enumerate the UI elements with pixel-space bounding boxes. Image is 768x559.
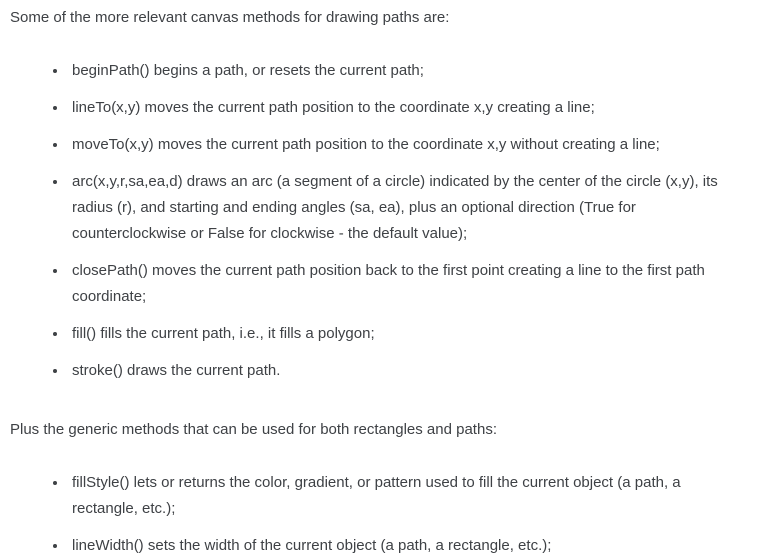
generic-methods-list — [10, 470, 743, 559]
path-methods-list — [10, 58, 743, 384]
list-item: • closePath() moves the current path position back to the first point creating a line to the first path coordinate; — [68, 258, 743, 310]
list-item: • fillStyle() lets or returns the color, gradient, or pattern used to fill the current object (a path, a rectangle, etc.); — [68, 470, 743, 522]
list-item: • moveTo(x,y) moves the current path position to the coordinate x,y without creating a line; — [68, 132, 743, 158]
intro-paragraph: Some of the more relevant canvas methods for drawing paths are: — [10, 9, 450, 26]
list-item: • stroke() draws the current path. — [68, 358, 743, 384]
list-item: • lineWidth() sets the width of the current object (a path, a rectangle, etc.); — [68, 533, 743, 559]
list-item: • arc(x,y,r,sa,ea,d) draws an arc (a segment of a circle) indicated by the center of the circle (x,y), its radius (r), and starting and ending angles (sa, ea), plus an optional direction (True for counterclockwise or False for clockwise - the default value); — [68, 169, 743, 247]
list-item: • lineTo(x,y) moves the current path position to the coordinate x,y creating a line; — [68, 95, 743, 121]
list-item: • fill() fills the current path, i.e., it fills a polygon; — [68, 321, 743, 347]
list-item: • beginPath() begins a path, or resets the current path; — [68, 58, 743, 84]
generic-methods-paragraph: Plus the generic methods that can be used for both rectangles and paths: — [10, 421, 497, 438]
